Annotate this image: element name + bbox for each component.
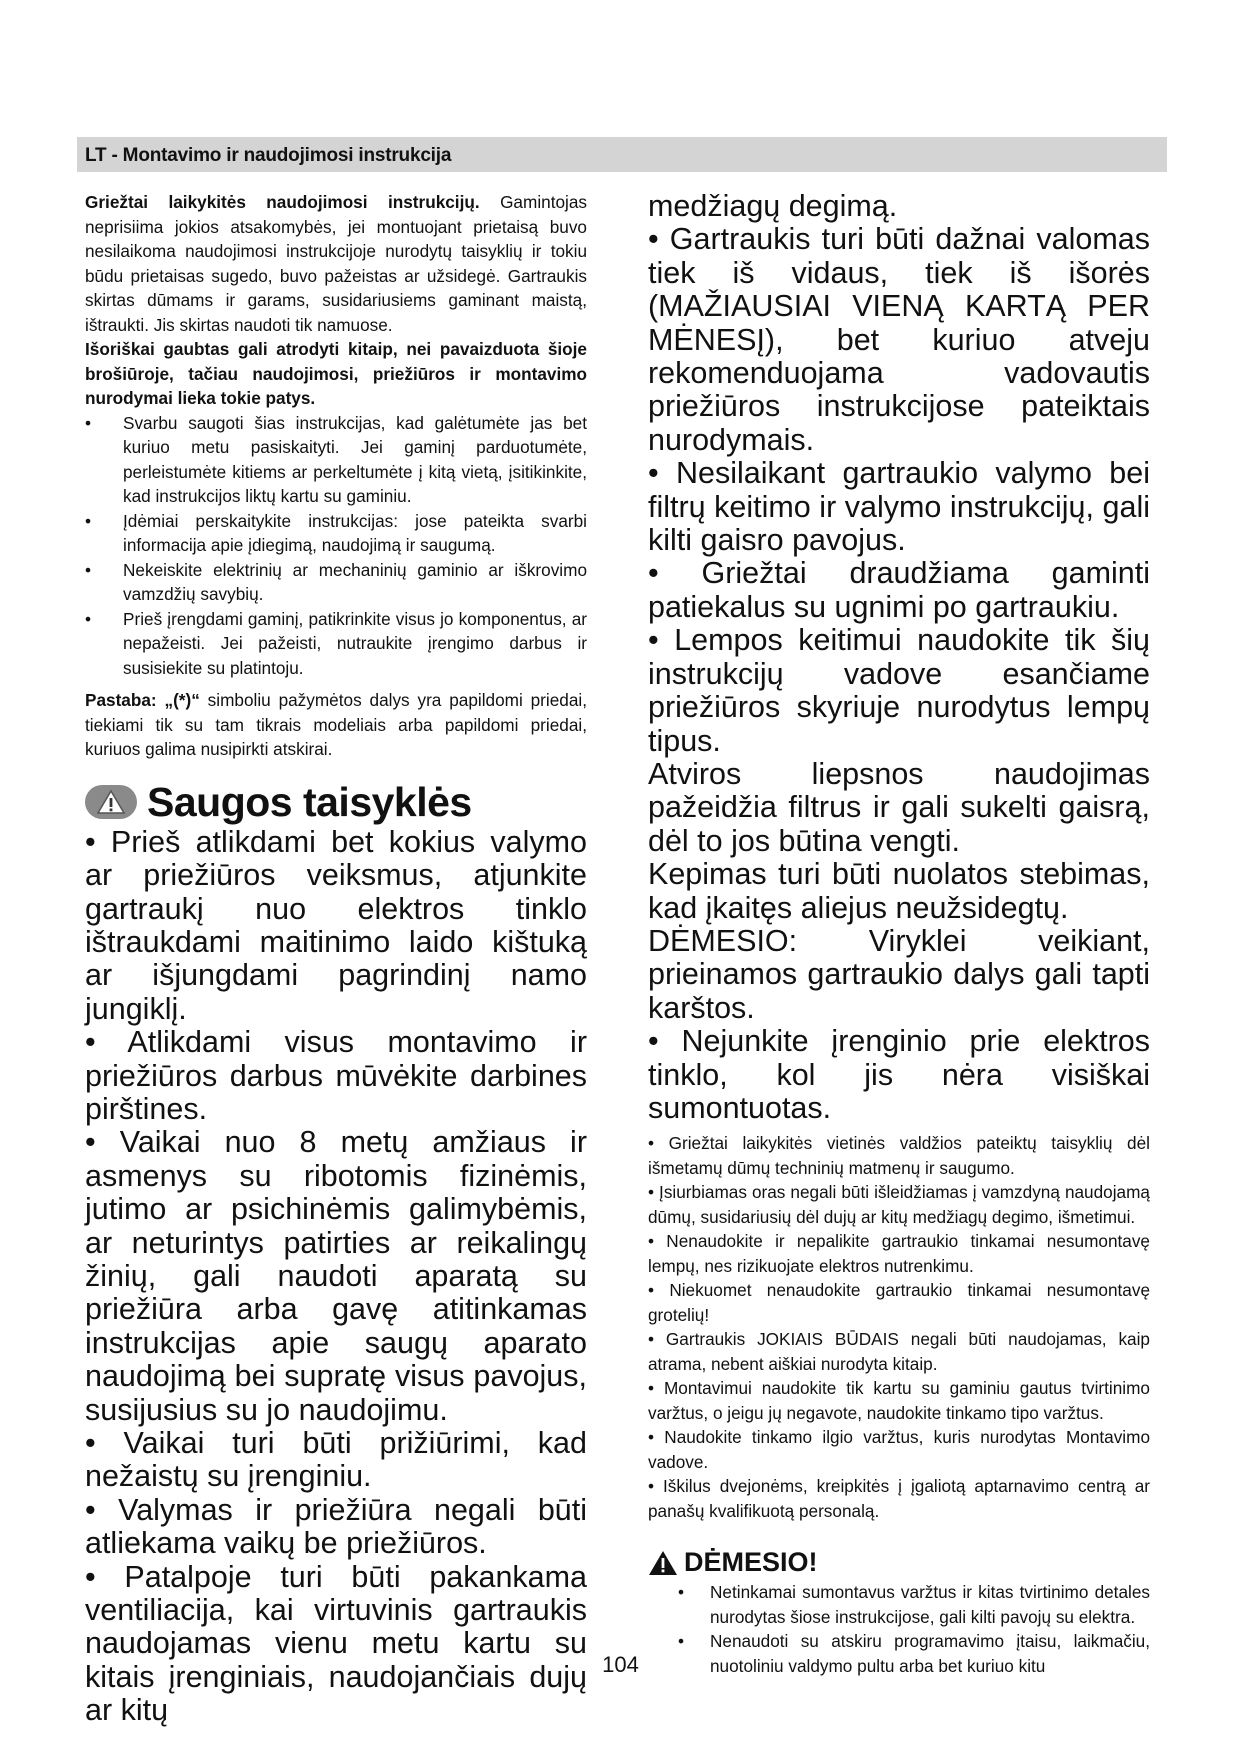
- list-item: • Svarbu saugoti šias instrukcijas, kad galėtumėte jas bet kuriuo metu pasiskaityti. Jei gaminį parduotumėte, perleistumėte kitiems ar perkeltumėte į kitą vietą, įsitikinkite, kad instrukcijos liktų kartu su gaminiu.: [85, 411, 587, 509]
- note-text: simboliu pažymėtos dalys yra papildomi priedai, tiekiami tik su tam tikrais modeliais arba papildomi priedai, kuriuos galima nusipirkti atskirai.: [85, 690, 587, 759]
- safety-small-list: [648, 1131, 1150, 1523]
- small-paragraph: • Nenaudokite ir nepalikite gartraukio tinkamai nesumontavę lempų, nes rizikuojate elektros nutrenkimu.: [648, 1231, 1150, 1276]
- safety-paragraph: • Griežtai draudžiama gaminti patiekalus su ugnimi po gartraukiu.: [648, 556, 1150, 624]
- safety-left-text: [85, 826, 587, 1728]
- left-column: [85, 190, 587, 1728]
- list-item: • Netinkamai sumontavus varžtus ir kitas tvirtinimo detales nurodytas šiose instrukcijose, gali kilti pavojų su elektra.: [678, 1580, 1150, 1629]
- safety-paragraph: • Patalpoje turi būti pakankama ventiliacija, kai virtuvinis gartraukis naudojamas vienu metu kartu su kitais įrenginiais, naudojančiais dujų ar kitų: [85, 1559, 587, 1728]
- safety-paragraph: • Atlikdami visus montavimo ir priežiūros darbus mūvėkite darbines pirštines.: [85, 1025, 587, 1126]
- small-paragraph: • Naudokite tinkamo ilgio varžtus, kuris nurodytas Montavimo vadove.: [648, 1427, 1150, 1472]
- intro-paragraph: [85, 190, 587, 337]
- safety-paragraph: • Valymas ir priežiūra negali būti atliekama vaikų be priežiūros.: [85, 1492, 587, 1561]
- small-paragraph: • Gartraukis JOKIAIS BŪDAIS negali būti naudojamas, kaip atrama, nebent aiškiai nurodyta kitaip.: [648, 1329, 1150, 1374]
- warning-icon: [85, 785, 137, 819]
- small-paragraph: • Niekuomet nenaudokite gartraukio tinkamai nesumontavę grotelių!: [648, 1280, 1150, 1325]
- attention-heading: [648, 1547, 1150, 1578]
- note-paragraph: [85, 688, 587, 762]
- intro-bold-lead: Griežtai laikykitės naudojimosi instrukcijų.: [85, 192, 480, 212]
- safety-paragraph: medžiagų degimą.: [648, 189, 898, 223]
- intro-block: [85, 190, 587, 411]
- safety-paragraph: • Vaikai nuo 8 metų amžiaus ir asmenys su ribotomis fizinėmis, jutimo ar psichinėmis galimybėmis, ar neturintys patirties ar reikalingų žinių, gali naudoti aparatą su priežiūra arba gavę atitinkamas instrukcijas apie saugų aparato naudojimą bei supratę visus pavojus, susijusius su jo naudojimu.: [85, 1125, 587, 1427]
- small-paragraph: • Iškilus dvejonėms, kreipkitės į įgaliotą aptarnavimo centrą ar panašų kvalifikuotą personalą.: [648, 1476, 1150, 1521]
- header-title: LT - Montavimo ir naudojimosi instrukcija: [85, 145, 452, 166]
- list-item: • Prieš įrengdami gaminį, patikrinkite visus jo komponentus, ar nepažeisti. Jei pažeisti, nutraukite įrengimo darbus ir susisiekite su platintoju.: [85, 607, 587, 681]
- warning-triangle-icon: [648, 1550, 678, 1576]
- safety-paragraph: • Lempos keitimui naudokite tik šių instrukcijų vadove esančiame priežiūros skyriuje nurodytus lempų tipus.: [648, 623, 1150, 758]
- safety-title: Saugos taisyklės: [147, 778, 472, 825]
- intro-list: [85, 411, 587, 681]
- intro-text: Gamintojas neprisiima jokios atsakomybės, jei montuojant prietaisą buvo nesilaikoma naudojimosi instrukcijoje nurodytų taisyklių ir tokiu būdu prietaisas sugedo, buvo pažeistas ar užsidegė. Gartraukis skirtas dūmams ir garams, susidariusiems gaminant maistą, ištraukti. Jis skirtas naudoti tik namuose.: [85, 192, 587, 335]
- small-paragraph: • Montavimui naudokite tik kartu su gaminiu gautus tvirtinimo varžtus, o jeigu jų negavote, naudokite tinkamo tipo varžtus.: [648, 1378, 1150, 1423]
- attention-title: DĖMESIO!: [684, 1547, 818, 1578]
- list-item: • Nekeiskite elektrinių ar mechaninių gaminio ar iškrovimo vamzdžių savybių.: [85, 558, 587, 607]
- safety-paragraph: • Nejunkite įrenginio prie elektros tinklo, kol jis nėra visiškai sumontuotas.: [648, 1024, 1150, 1125]
- safety-paragraph: Kepimas turi būti nuolatos stebimas, kad įkaitęs aliejus neužsidegtų.: [648, 857, 1150, 925]
- small-paragraph: • Įsiurbiamas oras negali būti išleidžiamas į vamzdyną naudojamą dūmų, susidariusių dėl dujų ar kitų medžiagų degimo, išmetimui.: [648, 1182, 1150, 1227]
- intro-bold-paragraph: Išoriškai gaubtas gali atrodyti kitaip, nei pavaizduota šioje brošiūroje, tačiau naudojimosi, priežiūros ir montavimo nurodymai lieka tokie patys.: [85, 339, 587, 408]
- list-item: • Nenaudoti su atskiru programavimo įtaisu, laikmačiu, nuotoliniu valdymo pultu arba bet kuriuo kitu: [678, 1629, 1150, 1678]
- right-column: [648, 190, 1150, 1678]
- list-item: • Įdėmiai perskaitykite instrukcijas: jose pateikta svarbi informacija apie įdiegimą, naudojimą ir saugumą.: [85, 509, 587, 558]
- safety-heading: [85, 779, 587, 826]
- small-paragraph: • Griežtai laikykitės vietinės valdžios pateiktų taisyklių dėl išmetamų dūmų techninių matmenų ir saugumo.: [648, 1133, 1150, 1178]
- safety-paragraph: Atviros liepsnos naudojimas pažeidžia filtrus ir gali sukelti gaisrą, dėl to jos būtina vengti.: [648, 756, 1150, 858]
- safety-paragraph: • Gartraukis turi būti dažnai valomas tiek iš vidaus, tiek iš išorės (MAŽIAUSIAI VIENĄ KARTĄ PER MĖNESĮ), bet kuriuo atveju rekomenduojama vadovautis priežiūros instrukcijose pateiktais nurodymais.: [648, 222, 1150, 457]
- safety-paragraph: DĖMESIO: Viryklei veikiant, prieinamos gartraukio dalys gali tapti karštos.: [648, 923, 1150, 1025]
- page-number: 104: [602, 1652, 639, 1677]
- section-header-bar: [77, 137, 1167, 172]
- safety-paragraph: • Prieš atlikdami bet kokius valymo ar priežiūros veiksmus, atjunkite gartraukį nuo elektros tinklo ištraukdami maitinimo laido kištuką ar išjungdami pagrindinį namo jungiklį.: [85, 824, 587, 1026]
- safety-right-text: [648, 190, 1150, 1125]
- safety-paragraph: • Vaikai turi būti prižiūrimi, kad nežaistų su įrenginiu.: [85, 1426, 587, 1494]
- safety-paragraph: • Nesilaikant gartraukio valymo bei filtrų keitimo ir valymo instrukcijų, gali kilti gaisro pavojus.: [648, 456, 1150, 558]
- note-label: Pastaba: „(*)“: [85, 690, 200, 710]
